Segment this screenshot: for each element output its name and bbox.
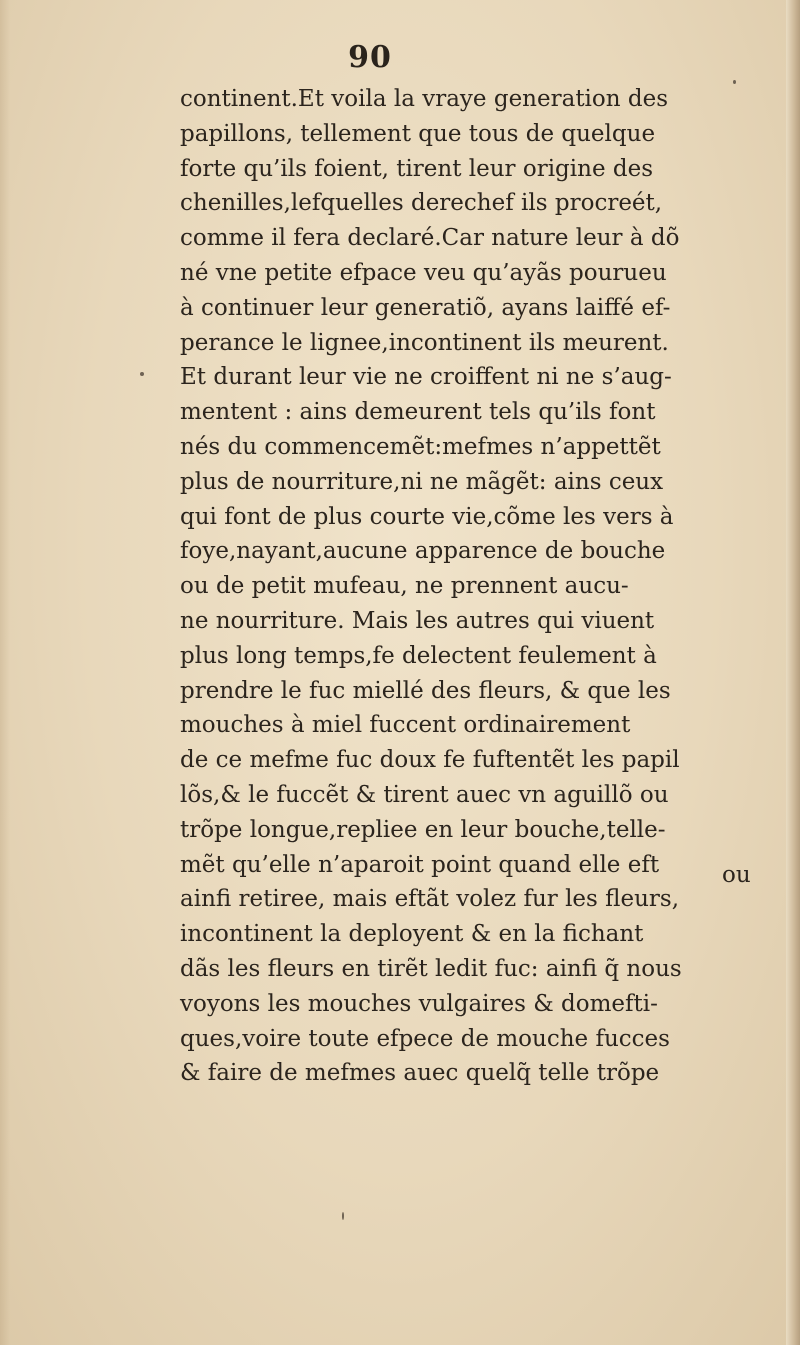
text-line: ques,voire toute efpece de mouche fucces <box>180 1025 670 1052</box>
text-line: de ce mefme fuc doux fe fuftentẽt les papil <box>180 747 680 774</box>
page-number: 90 <box>348 40 392 75</box>
text-line: mẽt qu’elle n’aparoit point quand elle eft <box>180 851 660 878</box>
ink-speck <box>342 1212 344 1220</box>
text-line: papillons, tellement que tous de quelque <box>180 120 656 147</box>
text-line: incontinent la deployent & en la fichant <box>180 921 644 948</box>
ink-speck <box>140 372 144 376</box>
page-edge <box>786 0 800 1345</box>
text-line: perance le lignee,incontinent ils meurent. <box>180 329 669 356</box>
page-gutter-shadow <box>0 0 10 1345</box>
text-line: forte qu’ils foient, tirent leur origine des <box>180 155 654 182</box>
text-line: foye,nayant,aucune apparence de bouche <box>180 538 666 565</box>
text-line: né vne petite efpace veu qu’ayãs pourueu <box>180 259 667 286</box>
text-line: nés du commencemẽt:mefmes n’appettẽt <box>180 433 661 460</box>
text-line: lõs,& le fuccẽt & tirent auec vn aguillõ ou <box>180 781 669 808</box>
text-line: dãs les fleurs en tirẽt ledit fuc: ainfi q̃ nous <box>180 955 682 982</box>
text-line: voyons les mouches vulgaires & domefti- <box>180 990 658 1017</box>
catchword: ou <box>722 862 751 888</box>
text-line: comme il fera declaré.Car nature leur à dõ <box>180 225 680 252</box>
text-line: mouches à miel fuccent ordinairement <box>180 712 631 739</box>
text-line: & faire de mefmes auec quelq̃ telle trõpe <box>180 1060 660 1087</box>
text-line: chenilles,lefquelles derechef ils procreét, <box>180 190 663 217</box>
text-line: mentent : ains demeurent tels qu’ils font <box>180 399 656 426</box>
text-line: qui font de plus courte vie,cõme les vers à <box>180 503 674 530</box>
text-line: continent.Et voila la vraye generation des <box>180 86 669 112</box>
ink-speck <box>733 80 736 84</box>
text-line: trõpe longue,repliee en leur bouche,telle- <box>180 816 666 843</box>
text-line: prendre le fuc miellé des fleurs, & que les <box>180 677 671 704</box>
body-text <box>180 82 780 1091</box>
text-line: Et durant leur vie ne croiffent ni ne s’aug- <box>180 364 672 391</box>
text-line: à continuer leur generatiõ, ayans laiffé ef- <box>180 294 671 321</box>
text-line: plus long temps,fe delectent feulement à <box>180 642 657 669</box>
text-line: ne nourriture. Mais les autres qui viuent <box>180 607 655 634</box>
text-line: plus de nourriture,ni ne mãgẽt: ains ceux <box>180 468 664 495</box>
text-line: ainfi retiree, mais eftãt volez fur les fleurs, <box>180 886 680 913</box>
text-line: ou de petit mufeau, ne prennent aucu- <box>180 573 629 600</box>
